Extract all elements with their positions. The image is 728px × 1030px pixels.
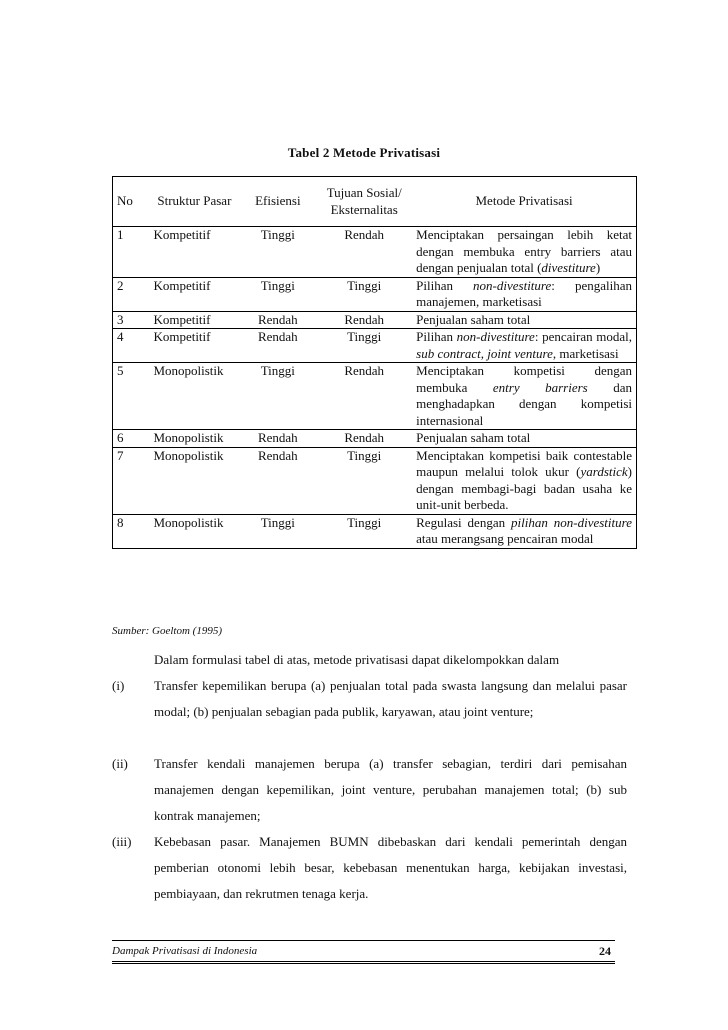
table-row	[113, 447, 637, 514]
text-segment: Pilihan	[416, 277, 474, 293]
intro-paragraph: Dalam formulasi tabel di atas, metode privatisasi dapat dikelompokkan dalam	[154, 652, 560, 667]
cell-struktur-pasar: Kompetitif	[149, 227, 239, 278]
list-item-text: Kebebasan pasar. Manajemen BUMN dibebaskan dari kendali pemerintah dengan pemberian otonomi lebih besar, kebebasan menentukan harga, kebijakan investasi, pembiayaan, dan rekrutmen tenaga kerja.	[154, 834, 627, 901]
cell-efisiensi: Rendah	[239, 311, 316, 329]
cell-efisiensi: Tinggi	[239, 227, 316, 278]
cell-tujuan-sosial: Rendah	[316, 363, 412, 430]
table-row	[113, 311, 637, 329]
italic-term: divestiture	[541, 260, 596, 275]
list-item-number: (ii)	[112, 756, 128, 771]
list-item-text: Transfer kepemilikan berupa (a) penjualan total pada swasta langsung dan melalui pasar modal; (b) penjualan sebagian pada publik, karyawan, atau joint venture;	[154, 678, 627, 719]
text-segment: , marketisasi	[552, 345, 619, 361]
page-number: 24	[599, 944, 611, 958]
cell-no: 1	[113, 227, 150, 278]
cell-metode-privatisasi	[412, 363, 636, 430]
cell-tujuan-sosial: Tinggi	[316, 277, 412, 311]
privatization-methods-table	[112, 176, 637, 549]
text-segment: Regulasi dengan	[416, 514, 512, 530]
cell-metode-privatisasi	[412, 329, 636, 363]
cell-efisiensi: Tinggi	[239, 514, 316, 548]
italic-term: sub contract, joint venture	[416, 345, 553, 361]
cell-struktur-pasar: Monopolistik	[149, 447, 239, 514]
list-item-iii	[112, 829, 627, 907]
text-segment: : pencairan modal,	[534, 329, 632, 344]
text-segment: )	[595, 260, 601, 275]
italic-term: pilihan non-divestiture	[511, 514, 632, 530]
footer-book-title: Dampak Privatisasi di Indonesia	[112, 945, 258, 957]
table-row	[113, 514, 637, 548]
table-row	[113, 329, 637, 363]
table-header-row	[113, 177, 637, 227]
cell-efisiensi: Rendah	[239, 430, 316, 448]
header-metode-privatisasi: Metode Privatisasi	[412, 177, 636, 227]
header-struktur-pasar: Struktur Pasar	[149, 177, 239, 227]
table-body	[113, 227, 637, 549]
table-source: Sumber: Goeltom (1995)	[112, 625, 222, 637]
text-segment: Menciptakan kompetisi baik contestable maupun melalui tolok ukur (	[416, 447, 632, 479]
list-item-ii	[112, 751, 627, 829]
header-no: No	[113, 177, 150, 227]
cell-efisiensi: Tinggi	[239, 363, 316, 430]
list-item-text: Transfer kendali manajemen berupa (a) transfer sebagian, terdiri dari pemisahan manajemen dengan kepemilikan, joint venture, perubahan manajemen total; (b) sub kontrak manajemen;	[154, 756, 627, 823]
page-footer	[112, 940, 615, 964]
header-efisiensi: Efisiensi	[239, 177, 316, 227]
table-row	[113, 277, 637, 311]
cell-struktur-pasar: Monopolistik	[149, 514, 239, 548]
text-segment: Penjualan saham total	[416, 311, 531, 327]
cell-metode-privatisasi	[412, 311, 636, 329]
cell-tujuan-sosial: Rendah	[316, 227, 412, 278]
text-segment: Pilihan	[416, 329, 457, 344]
text-segment: Menciptakan persaingan lebih ketat dengan membuka entry barriers atau dengan penjualan total (	[416, 227, 632, 275]
cell-metode-privatisasi	[412, 430, 636, 448]
cell-struktur-pasar: Monopolistik	[149, 363, 239, 430]
cell-metode-privatisasi	[412, 447, 636, 514]
header-tujuan-sosial: Tujuan Sosial/ Eksternalitas	[316, 177, 412, 227]
cell-no: 5	[113, 363, 150, 430]
list-item-i	[112, 673, 627, 725]
text-segment: : pengalihan manajemen, marketisasi	[416, 277, 632, 309]
cell-no: 2	[113, 277, 150, 311]
cell-metode-privatisasi	[412, 227, 636, 278]
cell-tujuan-sosial: Tinggi	[316, 447, 412, 514]
text-segment: Penjualan saham total	[416, 430, 531, 445]
cell-no: 7	[113, 447, 150, 514]
italic-term: yardstick	[580, 464, 628, 479]
cell-no: 4	[113, 329, 150, 363]
cell-efisiensi: Rendah	[239, 447, 316, 514]
cell-no: 8	[113, 514, 150, 548]
list-item-number: (iii)	[112, 834, 132, 849]
italic-term: non-divestiture	[473, 277, 552, 293]
table-row	[113, 227, 637, 278]
italic-term: entry barriers	[492, 379, 588, 395]
table-caption: Tabel 2 Metode Privatisasi	[287, 145, 441, 160]
text-segment: Menciptakan kompetisi dengan membuka	[416, 363, 632, 395]
cell-efisiensi: Rendah	[239, 329, 316, 363]
list-item-number: (i)	[112, 678, 125, 693]
cell-struktur-pasar: Kompetitif	[149, 277, 239, 311]
cell-no: 3	[113, 311, 150, 329]
text-segment: atau merangsang pencairan modal	[416, 531, 594, 546]
text-segment: dan menghadapkan dengan kompetisi internasional	[416, 379, 632, 428]
cell-tujuan-sosial: Tinggi	[316, 329, 412, 363]
cell-struktur-pasar: Kompetitif	[149, 311, 239, 329]
cell-metode-privatisasi	[412, 514, 636, 548]
italic-term: non-divestiture	[456, 329, 535, 344]
cell-metode-privatisasi	[412, 277, 636, 311]
cell-struktur-pasar: Monopolistik	[149, 430, 239, 448]
cell-no: 6	[113, 430, 150, 448]
table-row	[113, 430, 637, 448]
cell-efisiensi: Tinggi	[239, 277, 316, 311]
cell-tujuan-sosial: Rendah	[316, 430, 412, 448]
table-row	[113, 363, 637, 430]
cell-struktur-pasar: Kompetitif	[149, 329, 239, 363]
cell-tujuan-sosial: Tinggi	[316, 514, 412, 548]
text-segment: ) dengan membagi-bagi badan usaha ke unit-unit berbeda.	[416, 464, 632, 512]
cell-tujuan-sosial: Rendah	[316, 311, 412, 329]
